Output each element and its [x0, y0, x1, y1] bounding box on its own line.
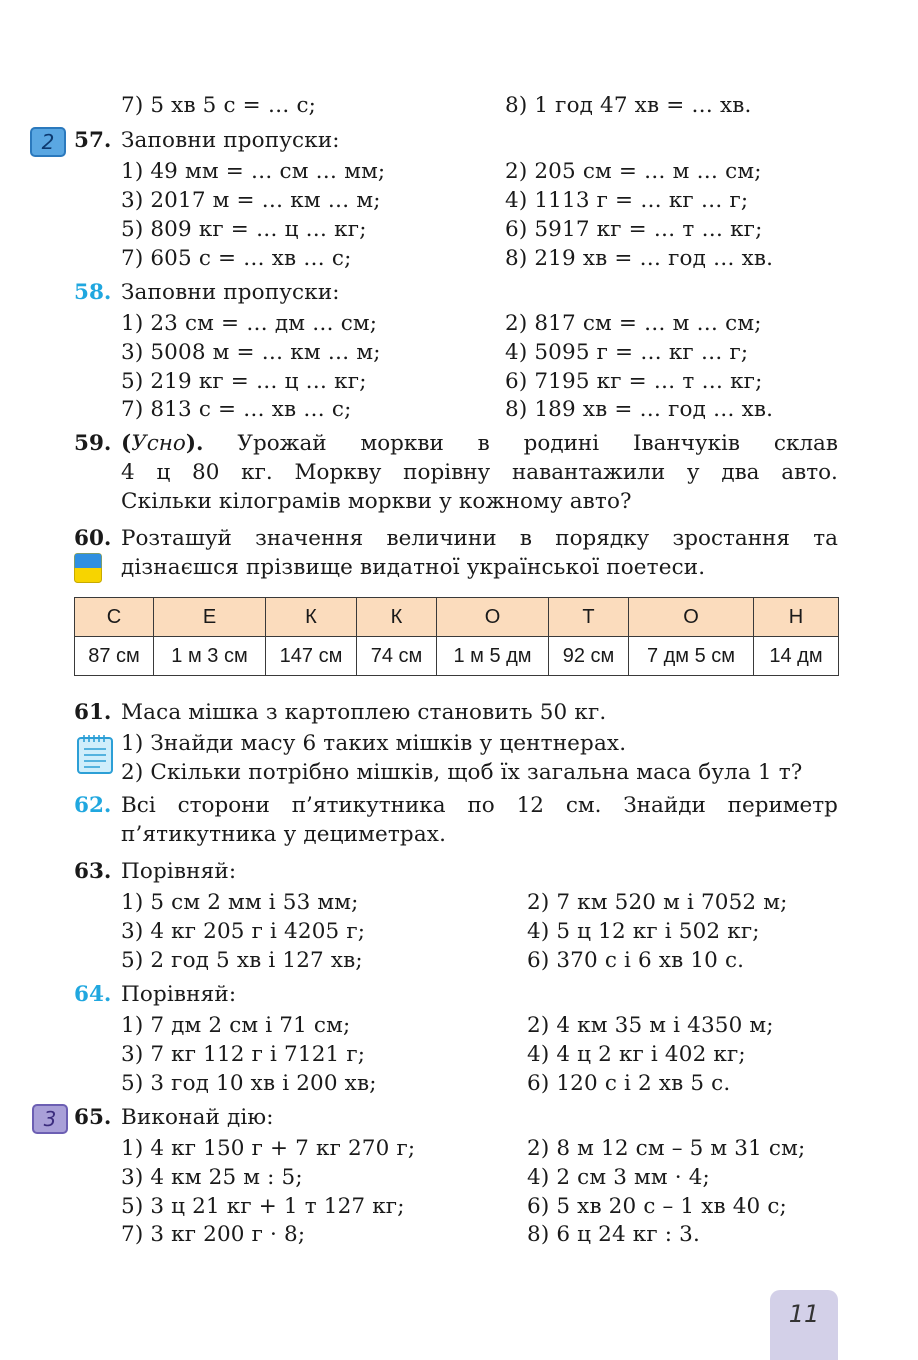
word: моркви — [360, 431, 444, 456]
ex64-item: 1) 7 дм 2 см і 71 см; — [121, 1013, 351, 1038]
ex58-number: 58. — [74, 280, 112, 305]
word: величини — [386, 526, 497, 551]
ex58-item: 1) 23 см = … дм … см; — [121, 311, 378, 336]
value-cell: 92 см — [549, 637, 629, 676]
ex58-title: Заповни пропуски: — [121, 280, 340, 305]
ex58-item: 7) 813 с = … хв … с; — [121, 397, 352, 422]
paren-open: ( — [121, 431, 132, 456]
ex59-line-2 — [121, 459, 838, 487]
ex64-number: 64. — [74, 982, 112, 1007]
ex57-item: 4) 1113 г = … кг … г; — [505, 188, 749, 213]
ex60-line-2: дізнаєшся прізвище видатної української поетеси. — [121, 555, 706, 580]
ukraine-flag-icon — [74, 553, 102, 583]
ex57-item: 3) 2017 м = … км … м; — [121, 188, 381, 213]
ex62-line-2: п’ятикутника у дециметрах. — [121, 822, 447, 847]
ex59-oral-label — [121, 430, 204, 458]
ex58-item: 5) 219 кг = … ц … кг; — [121, 369, 367, 394]
word: значення — [255, 526, 364, 551]
ex65-item: 6) 5 хв 20 с – 1 хв 40 с; — [527, 1194, 787, 1219]
value-cell: 147 см — [266, 637, 357, 676]
word: в — [519, 526, 532, 551]
word: 80 — [192, 460, 220, 485]
ex62-line-1 — [121, 792, 838, 820]
ex58-item: 2) 817 см = … м … см; — [505, 311, 762, 336]
ex61-number: 61. — [74, 700, 112, 725]
letter-cell: К — [357, 598, 437, 637]
word: в — [477, 431, 490, 456]
word: п’ятикутника — [291, 793, 446, 818]
ex61-question-1: 1) Знайди масу 6 таких мішків у центнерах. — [121, 731, 627, 756]
value-cell: 74 см — [357, 637, 437, 676]
word: Урожай — [237, 431, 327, 456]
ex65-item: 5) 3 ц 21 кг + 1 т 127 кг; — [121, 1194, 405, 1219]
ex56-item-7: 7) 5 хв 5 с = … с; — [121, 93, 317, 118]
word: Іванчуків — [633, 431, 741, 456]
values-row — [75, 637, 839, 676]
ex65-item: 4) 2 см 3 мм · 4; — [527, 1165, 710, 1190]
ex57-item: 8) 219 хв = … год … хв. — [505, 246, 774, 271]
ex61-question-2: 2) Скільки потрібно мішків, щоб їх загальна маса була 1 т? — [121, 760, 803, 785]
value-cell: 7 дм 5 см — [629, 637, 754, 676]
ex63-item: 1) 5 см 2 мм і 53 мм; — [121, 890, 359, 915]
word: два — [721, 460, 760, 485]
letter-cell: О — [437, 598, 549, 637]
word: зростання — [672, 526, 790, 551]
ex64-item: 3) 7 кг 112 г і 7121 г; — [121, 1042, 366, 1067]
ex57-number: 57. — [74, 128, 112, 153]
level-3-badge: 3 — [32, 1104, 68, 1134]
word: сторони — [177, 793, 270, 818]
value-cell: 1 м 3 см — [154, 637, 266, 676]
letters-values-table — [74, 597, 839, 676]
word: склав — [773, 431, 838, 456]
ex65-item: 2) 8 м 12 см – 5 м 31 см; — [527, 1136, 806, 1161]
ex56-item-8: 8) 1 год 47 хв = … хв. — [505, 93, 752, 118]
ex65-item: 1) 4 кг 150 г + 7 кг 270 г; — [121, 1136, 416, 1161]
word: порядку — [555, 526, 650, 551]
word: Знайди — [623, 793, 706, 818]
word: родині — [523, 431, 600, 456]
word: по — [467, 793, 495, 818]
ex64-item: 4) 4 ц 2 кг і 402 кг; — [527, 1042, 746, 1067]
ex64-item: 5) 3 год 10 хв і 200 хв; — [121, 1071, 377, 1096]
ex57-item: 6) 5917 кг = … т … кг; — [505, 217, 763, 242]
word: ц — [156, 460, 171, 485]
ex60-line-1 — [121, 525, 838, 553]
word: Розташуй — [121, 526, 232, 551]
letter-cell: Т — [549, 598, 629, 637]
word: у — [686, 460, 700, 485]
level-2-badge: 2 — [30, 127, 66, 157]
ex64-item: 2) 4 км 35 м і 4350 м; — [527, 1013, 774, 1038]
ex59-line-3: Скільки кілограмів моркви у кожному авто? — [121, 489, 632, 514]
word: см. — [565, 793, 602, 818]
word: навантажили — [511, 460, 666, 485]
word: периметр — [727, 793, 838, 818]
value-cell: 87 см — [75, 637, 154, 676]
ex58-item: 8) 189 хв = … год … хв. — [505, 397, 774, 422]
word: порівну — [403, 460, 491, 485]
oral-word: Усно — [131, 431, 186, 456]
ex63-item: 4) 5 ц 12 кг і 502 кг; — [527, 919, 760, 944]
ex65-item: 8) 6 ц 24 кг : 3. — [527, 1222, 700, 1247]
notepad-icon — [76, 733, 114, 775]
letter-cell: С — [75, 598, 154, 637]
word: Всі — [121, 793, 156, 818]
ex61-text: Маса мішка з картоплею становить 50 кг. — [121, 700, 607, 725]
ex65-title: Виконай дію: — [121, 1105, 274, 1130]
ex57-item: 7) 605 с = … хв … с; — [121, 246, 352, 271]
ex57-item: 5) 809 кг = … ц … кг; — [121, 217, 367, 242]
ex57-item: 2) 205 см = … м … см; — [505, 159, 762, 184]
ex65-item: 7) 3 кг 200 г · 8; — [121, 1222, 306, 1247]
word: авто. — [781, 460, 838, 485]
word: 12 — [516, 793, 544, 818]
letter-cell: Е — [154, 598, 266, 637]
ex63-item: 5) 2 год 5 хв і 127 хв; — [121, 948, 363, 973]
ex57-item: 1) 49 мм = … см … мм; — [121, 159, 386, 184]
ex58-item: 6) 7195 кг = … т … кг; — [505, 369, 763, 394]
ex63-number: 63. — [74, 859, 112, 884]
ex59-number: 59. — [74, 431, 112, 456]
value-cell: 14 дм — [754, 637, 839, 676]
ex63-item: 6) 370 с і 6 хв 10 с. — [527, 948, 745, 973]
ex62-number: 62. — [74, 793, 112, 818]
ex58-item: 3) 5008 м = … км … м; — [121, 340, 381, 365]
letter-cell: Н — [754, 598, 839, 637]
ex59-line-1 — [121, 430, 838, 458]
ex64-item: 6) 120 с і 2 хв 5 с. — [527, 1071, 731, 1096]
ex65-item: 3) 4 км 25 м : 5; — [121, 1165, 303, 1190]
ex63-item: 2) 7 км 520 м і 7052 м; — [527, 890, 788, 915]
ex60-number: 60. — [74, 526, 112, 551]
value-cell: 1 м 5 дм — [437, 637, 549, 676]
letter-cell: К — [266, 598, 357, 637]
page-number: 11 — [770, 1290, 838, 1360]
ex65-number: 65. — [74, 1105, 112, 1130]
ex58-item: 4) 5095 г = … кг … г; — [505, 340, 749, 365]
word: та — [813, 526, 838, 551]
word: 4 — [121, 460, 135, 485]
ex57-title: Заповни пропуски: — [121, 128, 340, 153]
paren-close: ). — [185, 431, 204, 456]
ex63-item: 3) 4 кг 205 г і 4205 г; — [121, 919, 366, 944]
word: Моркву — [294, 460, 382, 485]
letters-row — [75, 598, 839, 637]
ex63-title: Порівняй: — [121, 859, 237, 884]
ex64-title: Порівняй: — [121, 982, 237, 1007]
word: кг. — [241, 460, 273, 485]
letter-cell: О — [629, 598, 754, 637]
